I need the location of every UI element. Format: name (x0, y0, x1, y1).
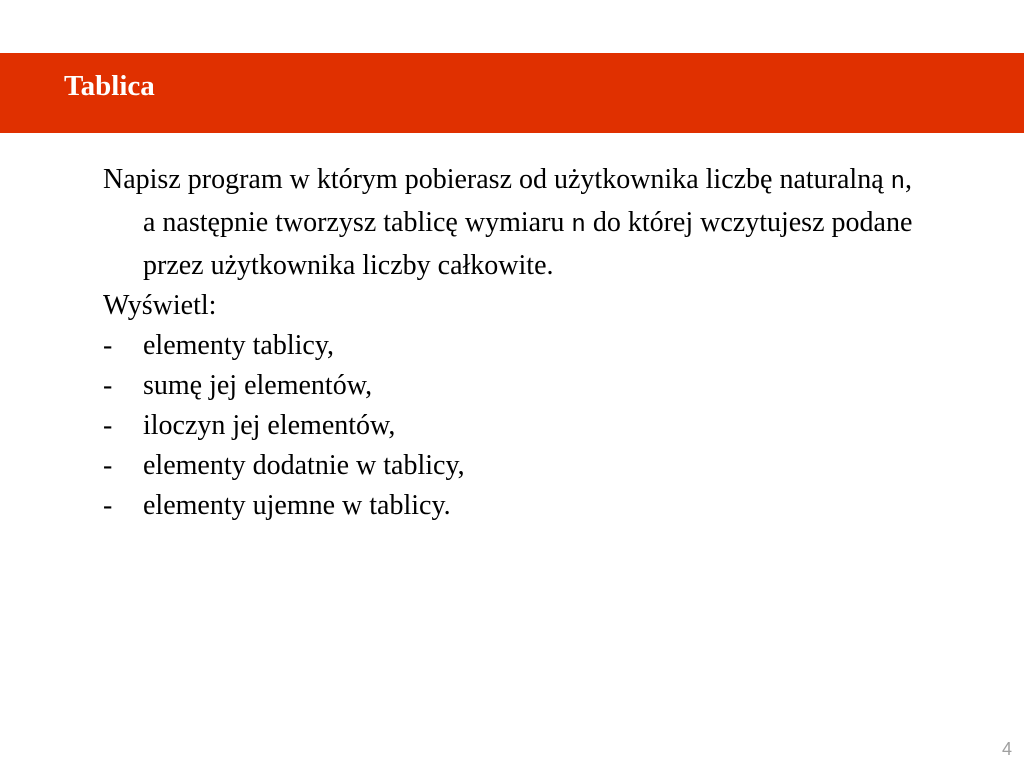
dash-bullet: - (103, 370, 113, 401)
variable-n-first: n (890, 169, 906, 196)
list-item-text: elementy ujemne w tablicy. (143, 490, 451, 521)
dash-bullet: - (103, 410, 113, 441)
list-item (103, 326, 923, 366)
variable-n-second: n (571, 212, 586, 239)
list-item (103, 406, 923, 446)
display-label: Wyświetl: (103, 290, 217, 321)
list-item (103, 486, 923, 526)
slide-title: Tablica (64, 70, 155, 102)
dash-bullet: - (103, 330, 113, 361)
list-item (103, 446, 923, 486)
list-item-text: sumę jej elementów, (143, 370, 373, 401)
dash-bullet: - (103, 490, 113, 521)
list-item-text: elementy tablicy, (143, 330, 334, 361)
list-item (103, 366, 923, 406)
dash-bullet: - (103, 450, 113, 481)
list-item-text: iloczyn jej elementów, (143, 410, 396, 441)
task-text-part-2: , a następnie tworzysz tablicę wymiaru (143, 164, 913, 238)
output-list (103, 326, 923, 526)
list-item-text: elementy dodatnie w tablicy, (143, 450, 465, 481)
title-bar (0, 53, 1024, 133)
task-text-part-3: do której wczytujesz podane przez użytkownika liczby całkowite. (143, 207, 913, 281)
page-number: 4 (1001, 739, 1012, 759)
task-description (103, 160, 923, 286)
task-text-part-1: Napisz program w którym pobierasz od użytkownika liczbę naturalną (103, 164, 891, 195)
slide-body (103, 160, 923, 526)
